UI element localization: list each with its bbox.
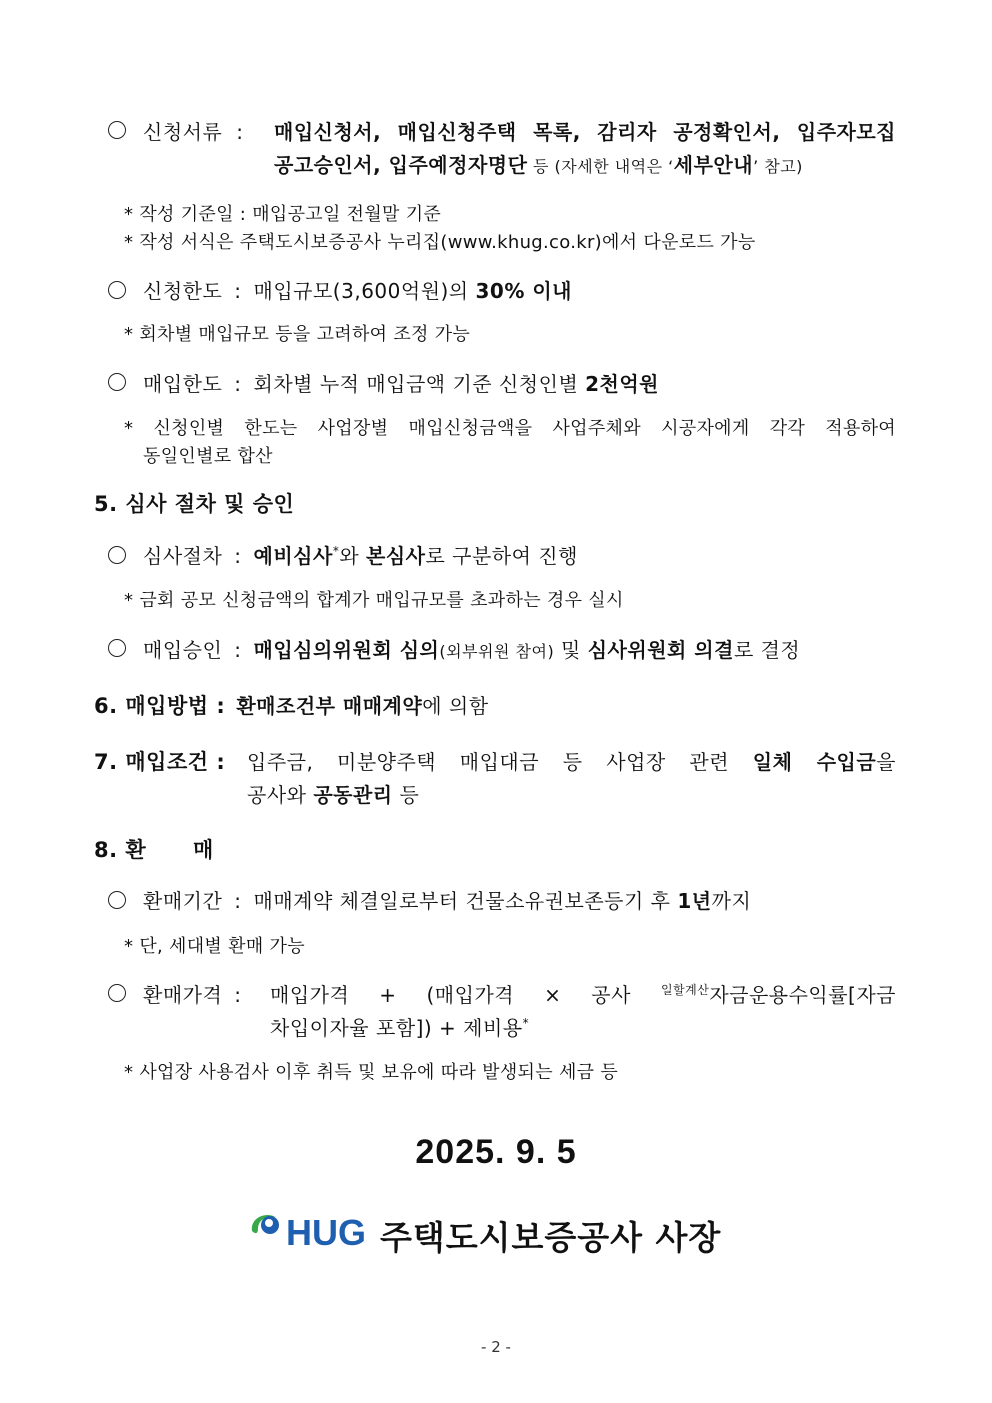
section-6-bold: 환매조건부 매매계약: [236, 694, 423, 718]
bullet-circle-icon: [108, 121, 126, 139]
page-number: - 2 -: [481, 1338, 511, 1356]
section-7-line2-rest: 등: [392, 783, 420, 807]
review-proc-label: 심사절차: [143, 544, 223, 568]
resale-price-line2-sup: *: [522, 1016, 530, 1030]
resale-price-label-text: 환매가격: [143, 983, 223, 1007]
review-proc-bold2: 본심사: [366, 544, 426, 568]
resale-period-label: 환매기간: [143, 889, 223, 913]
docs-line2-rest2: ’ 참고): [753, 157, 803, 176]
resale-period-text: 매매계약 체결일로부터 건물소유권보존등기 후: [253, 889, 678, 913]
section-6: [94, 690, 489, 720]
section-7-line2-text: 공사와: [247, 783, 314, 807]
hug-logo: [248, 1206, 368, 1256]
docs-label: 신청서류 :: [143, 120, 244, 144]
resale-price-sup: 일할계산: [660, 983, 710, 997]
review-proc-line: 심사절차 : 예비심사*와 본심사로 구분하여 진행: [143, 544, 578, 568]
docs-note2: * 작성 서식은 주택도시보증공사 누리집(www.khug.co.kr)에서 다운로드 가능: [124, 232, 756, 253]
resale-period-note: * 단, 세대별 환매 가능: [124, 936, 305, 957]
section-7-line1-text: 입주금, 미분양주택 매입대금 등 사업장 관련: [247, 750, 753, 774]
approval-bold2: 심사위원회 의결: [587, 638, 734, 662]
limit-text: 매입규모(3,600억원)의: [253, 279, 476, 303]
issue-date: 2025. 9. 5: [415, 1133, 577, 1171]
bullet-circle-icon: [108, 546, 126, 564]
section-7-line2-bold: 공동관리: [313, 783, 393, 807]
docs-line1: [274, 116, 896, 145]
docs-line1-bold: 매입신청서, 매입신청주택 목록, 감리자 공정확인서, 입주자모집: [274, 120, 896, 144]
docs-line2-rest1: 등 (자세한 내역은 ‘: [527, 157, 674, 176]
bullet-circle-icon: [108, 984, 126, 1002]
limit-label: 신청한도: [143, 279, 223, 303]
resale-price-line2: [270, 1012, 529, 1041]
section-7-line2: [247, 779, 419, 808]
approval-rest: 로 결정: [733, 638, 801, 662]
section-7-line1-rest: 을: [876, 750, 896, 774]
review-proc-mid: 와: [339, 544, 366, 568]
hug-logo-icon: [248, 1209, 288, 1245]
resale-price-line1b: 자금운용수익률[자금: [709, 983, 896, 1007]
bullet-circle-icon: [108, 373, 126, 391]
docs-note1: * 작성 기준일 : 매입공고일 전월말 기준: [124, 204, 442, 225]
section-6-title: 6. 매입방법 :: [94, 694, 226, 718]
bullet-circle-icon: [108, 281, 126, 299]
docs-line2-bold2: 세부안내: [673, 153, 754, 177]
approval-mid: 및: [554, 638, 588, 662]
section-5-title: 5. 심사 절차 및 승인: [94, 492, 295, 516]
docs-label-text: 신청서류: [143, 120, 223, 144]
limit-note: * 회차별 매입규모 등을 고려하여 조정 가능: [124, 324, 471, 345]
resale-period-line: 환매기간 : 매매계약 체결일로부터 건물소유권보존등기 후 1년까지: [143, 889, 752, 913]
resale-price-label: 환매가격 :: [143, 983, 242, 1007]
resale-period-bold: 1년: [677, 889, 712, 913]
resale-price-line1a: 매입가격 + (매입가격 × 공사: [270, 983, 661, 1007]
approval-line: 매입승인 : 매입심의위원회 심의(외부위원 참여) 및 심사위원회 의결로 결정: [143, 638, 801, 662]
section-8-title: 8. 환 매: [94, 838, 214, 862]
organization-name: 주택도시보증공사 사장: [380, 1218, 722, 1257]
buylimit-note-line2: 동일인별로 합산: [143, 446, 273, 467]
resale-period-rest: 까지: [711, 889, 752, 913]
review-proc-note: * 금회 공모 신청금액의 합계가 매입규모를 초과하는 경우 실시: [124, 590, 624, 611]
section-7-line1: [247, 746, 896, 775]
docs-line2-bold: 공고승인서, 입주예정자명단: [274, 153, 528, 177]
bullet-circle-icon: [108, 639, 126, 657]
buylimit-bold: 2천억원: [585, 372, 660, 396]
section-7-title: 7. 매입조건 :: [94, 750, 226, 774]
buylimit-label: 매입한도: [143, 372, 223, 396]
buylimit-text: 회차별 누적 매입금액 기준 신청인별: [253, 372, 586, 396]
approval-label: 매입승인: [143, 638, 223, 662]
section-7-line1-bold: 일체 수입금: [752, 750, 877, 774]
review-proc-sup: *: [332, 544, 340, 558]
limit-line: 신청한도 : 매입규모(3,600억원)의 30% 이내: [143, 279, 572, 303]
buylimit-line: 매입한도 : 회차별 누적 매입금액 기준 신청인별 2천억원: [143, 372, 660, 396]
buylimit-note-line1: * 신청인별 한도는 사업장별 매입신청금액을 사업주체와 시공자에게 각각 적용하여: [124, 418, 896, 439]
docs-line2: [274, 149, 803, 178]
resale-price-note: * 사업장 사용검사 이후 취득 및 보유에 따라 발생되는 세금 등: [124, 1062, 619, 1083]
review-proc-rest: 로 구분하여 진행: [425, 544, 578, 568]
resale-price-line1: [270, 979, 896, 1008]
approval-small: (외부위원 참여): [439, 642, 555, 661]
resale-price-line2-text: 차입이자율 포함]) + 제비용: [270, 1016, 523, 1040]
bullet-circle-icon: [108, 891, 126, 909]
review-proc-bold1: 예비심사: [253, 544, 333, 568]
hug-logo-text: HUG: [286, 1212, 366, 1253]
section-6-rest: 에 의함: [422, 694, 489, 718]
approval-bold1: 매입심의위원회 심의: [253, 638, 440, 662]
limit-bold: 30% 이내: [475, 279, 572, 303]
